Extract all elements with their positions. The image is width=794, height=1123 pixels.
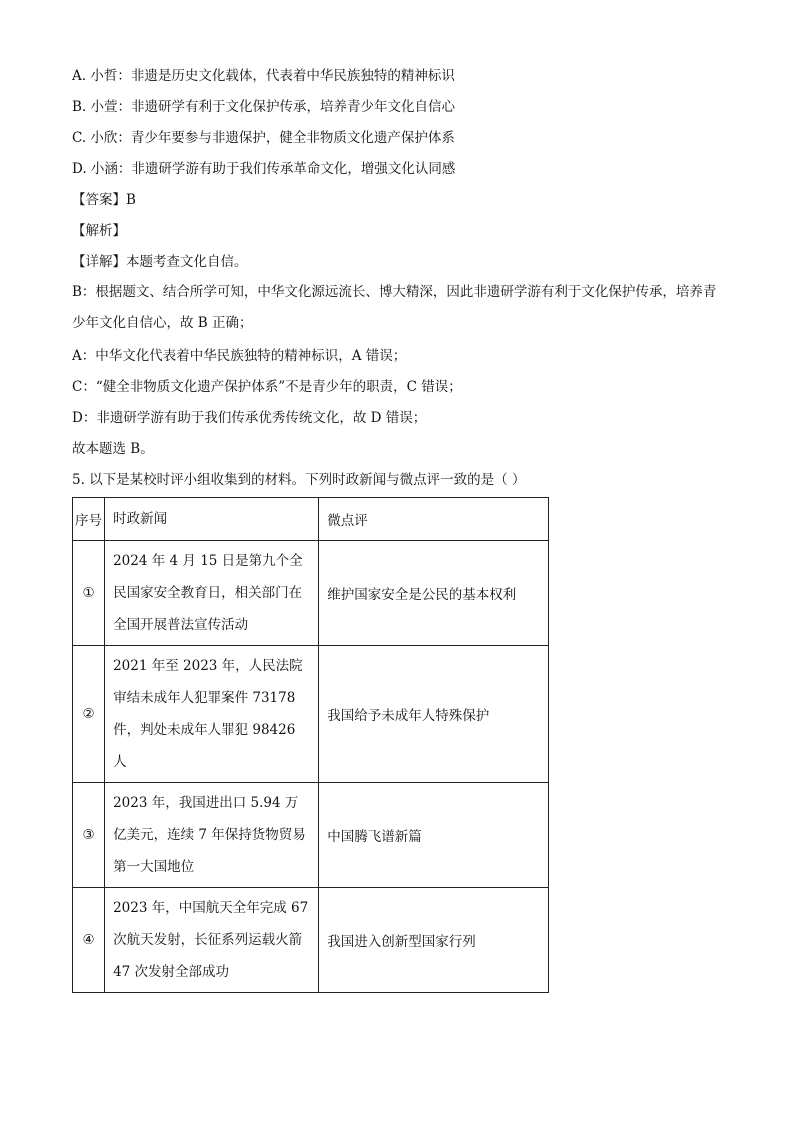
table-row bbox=[73, 541, 549, 646]
row-number: ③ bbox=[73, 783, 105, 888]
table-row bbox=[73, 783, 549, 888]
explanation-c: C：“健全非物质文化遗产保护体系”不是青少年的职责，C 错误； bbox=[72, 379, 462, 395]
table-row bbox=[73, 646, 549, 783]
header-number: 序号 bbox=[73, 498, 105, 541]
option-d: D. 小涵：非遗研学游有助于我们传承革命文化，增强文化认同感 bbox=[72, 161, 456, 177]
row-number: ② bbox=[73, 646, 105, 783]
table-header-row bbox=[73, 498, 549, 541]
news-table bbox=[72, 497, 549, 993]
row-comment: 我国给予未成年人特殊保护 bbox=[319, 646, 549, 783]
row-news: 2021 年至 2023 年，人民法院审结未成年人犯罪案件 73178 件，判处未成年人罪犯 98426 人 bbox=[105, 646, 319, 783]
header-news: 时政新闻 bbox=[105, 498, 319, 541]
explanation-b: B：根据题文、结合所学可知，中华文化源远流长、博大精深，因此非遗研学游有利于文化保护传承，培养青少年文化自信心，故 B 正确； bbox=[72, 284, 717, 331]
row-comment: 中国腾飞谱新篇 bbox=[319, 783, 549, 888]
row-news: 2023 年，中国航天全年完成 67 次航天发射，长征系列运载火箭 47 次发射全部成功 bbox=[105, 888, 319, 993]
row-comment: 维护国家安全是公民的基本权利 bbox=[319, 541, 549, 646]
analysis-label: 【解析】 bbox=[72, 223, 126, 239]
explanation-d: D：非遗研学游有助于我们传承优秀传统文化，故 D 错误； bbox=[72, 410, 427, 426]
answer-line: 【答案】B bbox=[72, 192, 136, 208]
header-comment: 微点评 bbox=[319, 498, 549, 541]
row-news: 2024 年 4 月 15 日是第九个全民国家安全教育日，相关部门在全国开展普法宣传活动 bbox=[105, 541, 319, 646]
question-5: 5. 以下是某校时评小组收集到的材料。下列时政新闻与微点评一致的是（ ） bbox=[72, 472, 526, 488]
conclusion-line: 故本题选 B。 bbox=[72, 441, 154, 457]
row-comment: 我国进入创新型国家行列 bbox=[319, 888, 549, 993]
row-number: ① bbox=[73, 541, 105, 646]
detail-line: 【详解】本题考查文化自信。 bbox=[72, 254, 248, 270]
row-news: 2023 年，我国进出口 5.94 万亿美元，连续 7 年保持货物贸易第一大国地位 bbox=[105, 783, 319, 888]
option-a: A. 小哲：非遗是历史文化载体，代表着中华民族独特的精神标识 bbox=[72, 68, 455, 84]
table-row bbox=[73, 888, 549, 993]
option-c: C. 小欣：青少年要参与非遗保护，健全非物质文化遗产保护体系 bbox=[72, 130, 455, 146]
option-b: B. 小萱：非遗研学有利于文化保护传承，培养青少年文化自信心 bbox=[72, 99, 456, 115]
explanation-a: A：中华文化代表着中华民族独特的精神标识，A 错误； bbox=[72, 348, 407, 364]
row-number: ④ bbox=[73, 888, 105, 993]
